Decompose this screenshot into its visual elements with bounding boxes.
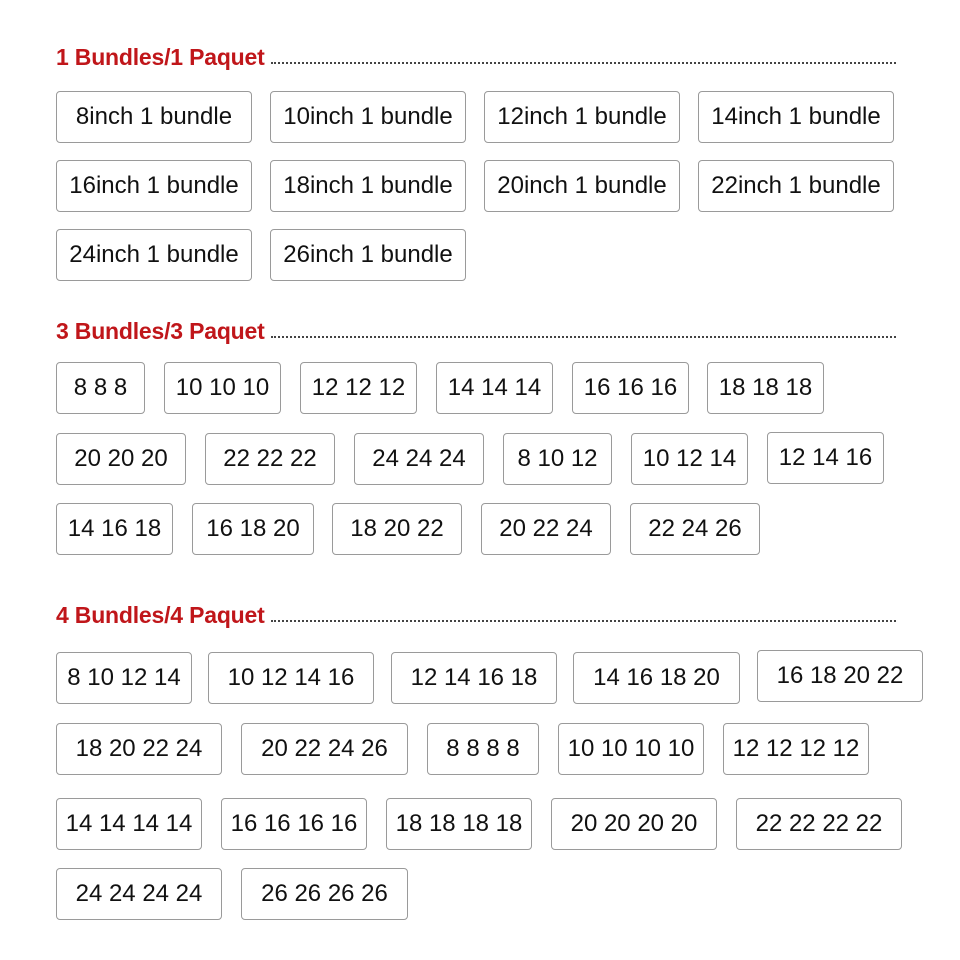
section-3-bundles — [56, 316, 896, 346]
option-1bundle-14inch[interactable]: 14inch 1 bundle — [698, 91, 894, 143]
option-4bundles[interactable]: 12 12 12 12 — [723, 723, 869, 775]
option-3bundles[interactable]: 24 24 24 — [354, 433, 484, 485]
option-3bundles[interactable]: 22 24 26 — [630, 503, 760, 555]
option-4bundles[interactable]: 26 26 26 26 — [241, 868, 408, 920]
option-3bundles[interactable]: 14 14 14 — [436, 362, 553, 414]
option-1bundle-10inch[interactable]: 10inch 1 bundle — [270, 91, 466, 143]
option-3bundles[interactable]: 16 16 16 — [572, 362, 689, 414]
option-4bundles[interactable]: 16 16 16 16 — [221, 798, 367, 850]
option-4bundles[interactable]: 18 18 18 18 — [386, 798, 532, 850]
option-3bundles[interactable]: 20 22 24 — [481, 503, 611, 555]
option-1bundle-18inch[interactable]: 18inch 1 bundle — [270, 160, 466, 212]
option-4bundles[interactable]: 18 20 22 24 — [56, 723, 222, 775]
option-3bundles[interactable]: 18 18 18 — [707, 362, 824, 414]
option-1bundle-24inch[interactable]: 24inch 1 bundle — [56, 229, 252, 281]
option-4bundles[interactable]: 20 22 24 26 — [241, 723, 408, 775]
option-4bundles[interactable]: 22 22 22 22 — [736, 798, 902, 850]
section-4-bundles — [56, 600, 896, 630]
section-title: 4 Bundles/4 Paquet — [56, 601, 265, 628]
option-4bundles[interactable]: 10 12 14 16 — [208, 652, 374, 704]
option-3bundles[interactable]: 14 16 18 — [56, 503, 173, 555]
option-4bundles[interactable]: 12 14 16 18 — [391, 652, 557, 704]
option-1bundle-8inch[interactable]: 8inch 1 bundle — [56, 91, 252, 143]
option-3bundles[interactable]: 18 20 22 — [332, 503, 462, 555]
option-4bundles[interactable]: 16 18 20 22 — [757, 650, 923, 702]
option-4bundles[interactable]: 20 20 20 20 — [551, 798, 717, 850]
option-4bundles[interactable]: 10 10 10 10 — [558, 723, 704, 775]
option-3bundles[interactable]: 12 14 16 — [767, 432, 884, 484]
section-header — [56, 600, 896, 630]
option-1bundle-26inch[interactable]: 26inch 1 bundle — [270, 229, 466, 281]
option-1bundle-20inch[interactable]: 20inch 1 bundle — [484, 160, 680, 212]
dotted-divider — [271, 336, 896, 338]
option-3bundles[interactable]: 8 10 12 — [503, 433, 612, 485]
option-1bundle-12inch[interactable]: 12inch 1 bundle — [484, 91, 680, 143]
section-header — [56, 42, 896, 72]
option-3bundles[interactable]: 16 18 20 — [192, 503, 314, 555]
dotted-divider — [271, 62, 896, 64]
section-title: 1 Bundles/1 Paquet — [56, 43, 265, 70]
option-1bundle-16inch[interactable]: 16inch 1 bundle — [56, 160, 252, 212]
option-1bundle-22inch[interactable]: 22inch 1 bundle — [698, 160, 894, 212]
option-4bundles[interactable]: 8 8 8 8 — [427, 723, 539, 775]
option-3bundles[interactable]: 20 20 20 — [56, 433, 186, 485]
section-header — [56, 316, 896, 346]
option-3bundles[interactable]: 12 12 12 — [300, 362, 417, 414]
option-4bundles[interactable]: 14 14 14 14 — [56, 798, 202, 850]
dotted-divider — [271, 620, 896, 622]
option-3bundles[interactable]: 8 8 8 — [56, 362, 145, 414]
option-3bundles[interactable]: 10 12 14 — [631, 433, 748, 485]
option-4bundles[interactable]: 14 16 18 20 — [573, 652, 740, 704]
section-title: 3 Bundles/3 Paquet — [56, 317, 265, 344]
option-3bundles[interactable]: 10 10 10 — [164, 362, 281, 414]
option-4bundles[interactable]: 8 10 12 14 — [56, 652, 192, 704]
option-4bundles[interactable]: 24 24 24 24 — [56, 868, 222, 920]
option-3bundles[interactable]: 22 22 22 — [205, 433, 335, 485]
section-1-bundle — [56, 42, 896, 72]
